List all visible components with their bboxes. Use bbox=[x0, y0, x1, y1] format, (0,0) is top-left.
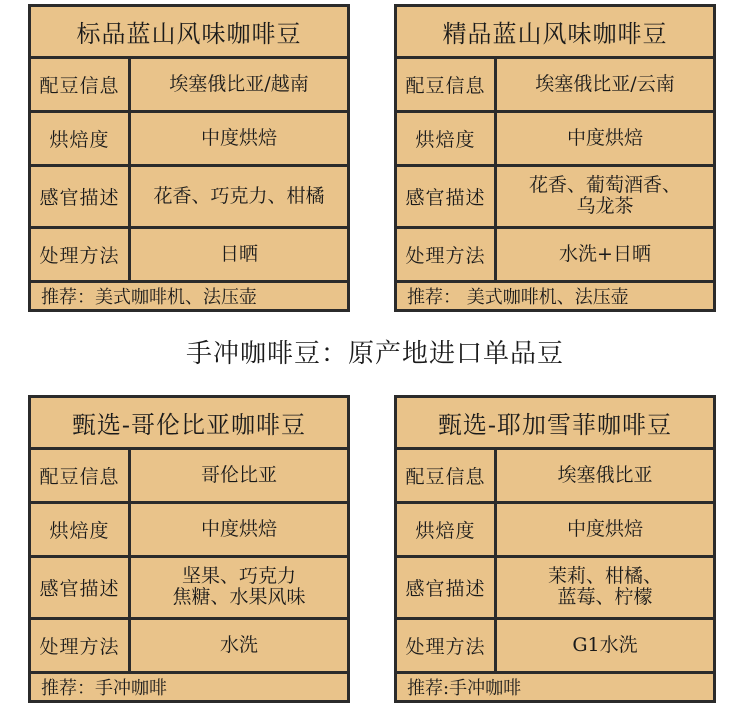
spec-value: 水洗 bbox=[219, 633, 258, 656]
spec-value: 哥伦比亚 bbox=[200, 463, 277, 486]
spec-label: 烘焙度 bbox=[31, 113, 131, 164]
spec-row-roast bbox=[31, 504, 347, 558]
spec-label: 感官描述 bbox=[31, 558, 131, 616]
spec-label: 处理方法 bbox=[31, 620, 131, 671]
spec-row-roast bbox=[31, 113, 347, 167]
card-title: 甄选-耶加雪菲咖啡豆 bbox=[397, 398, 713, 450]
spec-label: 感官描述 bbox=[397, 558, 497, 616]
spec-value: 埃塞俄比亚 bbox=[557, 463, 653, 486]
spec-row-roast bbox=[397, 504, 713, 558]
spec-value: 花香、巧克力、柑橘 bbox=[153, 184, 325, 207]
spec-label: 烘焙度 bbox=[397, 504, 497, 555]
spec-label: 配豆信息 bbox=[31, 59, 131, 110]
recommendation: 推荐： 美式咖啡机、法压壶 bbox=[407, 287, 629, 308]
spec-row-process bbox=[397, 620, 713, 674]
spec-row-blend bbox=[31, 450, 347, 504]
recommendation: 推荐:手冲咖啡 bbox=[407, 678, 522, 699]
recommendation: 推荐：美式咖啡机、法压壶 bbox=[41, 287, 257, 308]
recommendation: 推荐：手冲咖啡 bbox=[41, 678, 167, 699]
spec-row-process bbox=[31, 229, 347, 283]
spec-label: 配豆信息 bbox=[397, 59, 497, 110]
spec-value: 坚果、巧克力 焦糖、水果风味 bbox=[172, 565, 306, 609]
spec-row-roast bbox=[397, 113, 713, 167]
spec-row-process bbox=[31, 620, 347, 674]
spec-label: 处理方法 bbox=[397, 620, 497, 671]
spec-label: 感官描述 bbox=[397, 167, 497, 225]
coffee-card-yirgacheffe bbox=[394, 395, 716, 703]
spec-row-blend bbox=[397, 450, 713, 504]
spec-row-flavor bbox=[397, 167, 713, 228]
spec-row-flavor bbox=[31, 167, 347, 228]
spec-label: 配豆信息 bbox=[397, 450, 497, 501]
spec-value: 中度烘焙 bbox=[200, 127, 277, 150]
card-title: 甄选-哥伦比亚咖啡豆 bbox=[31, 398, 347, 450]
section-headline: 手冲咖啡豆：原产地进口单品豆 bbox=[185, 339, 564, 369]
card-title: 标品蓝山风味咖啡豆 bbox=[31, 7, 347, 59]
coffee-card-colombia bbox=[28, 395, 350, 703]
coffee-card-premium-blue-mountain bbox=[394, 4, 716, 312]
spec-value: 花香、葡萄酒香、 乌龙茶 bbox=[528, 174, 681, 218]
spec-label: 配豆信息 bbox=[31, 450, 131, 501]
spec-value: 茉莉、柑橘、 蓝莓、柠檬 bbox=[547, 565, 662, 609]
spec-row-flavor bbox=[397, 558, 713, 619]
spec-value: G1水洗 bbox=[572, 633, 638, 656]
spec-value: 埃塞俄比亚/云南 bbox=[535, 72, 675, 95]
spec-label: 处理方法 bbox=[397, 229, 497, 280]
spec-label: 烘焙度 bbox=[31, 504, 131, 555]
spec-value: 中度烘焙 bbox=[566, 518, 643, 541]
coffee-card-standard-blue-mountain bbox=[28, 4, 350, 312]
spec-row-flavor bbox=[31, 558, 347, 619]
spec-label: 处理方法 bbox=[31, 229, 131, 280]
card-title: 精品蓝山风味咖啡豆 bbox=[397, 7, 713, 59]
spec-row-blend bbox=[31, 59, 347, 113]
spec-value: 日晒 bbox=[219, 242, 258, 265]
spec-row-blend bbox=[397, 59, 713, 113]
spec-row-process bbox=[397, 229, 713, 283]
spec-value: 水洗+日晒 bbox=[559, 242, 651, 265]
spec-label: 烘焙度 bbox=[397, 113, 497, 164]
spec-value: 中度烘焙 bbox=[566, 127, 643, 150]
spec-value: 埃塞俄比亚/越南 bbox=[169, 72, 309, 95]
spec-label: 感官描述 bbox=[31, 167, 131, 225]
spec-value: 中度烘焙 bbox=[200, 518, 277, 541]
